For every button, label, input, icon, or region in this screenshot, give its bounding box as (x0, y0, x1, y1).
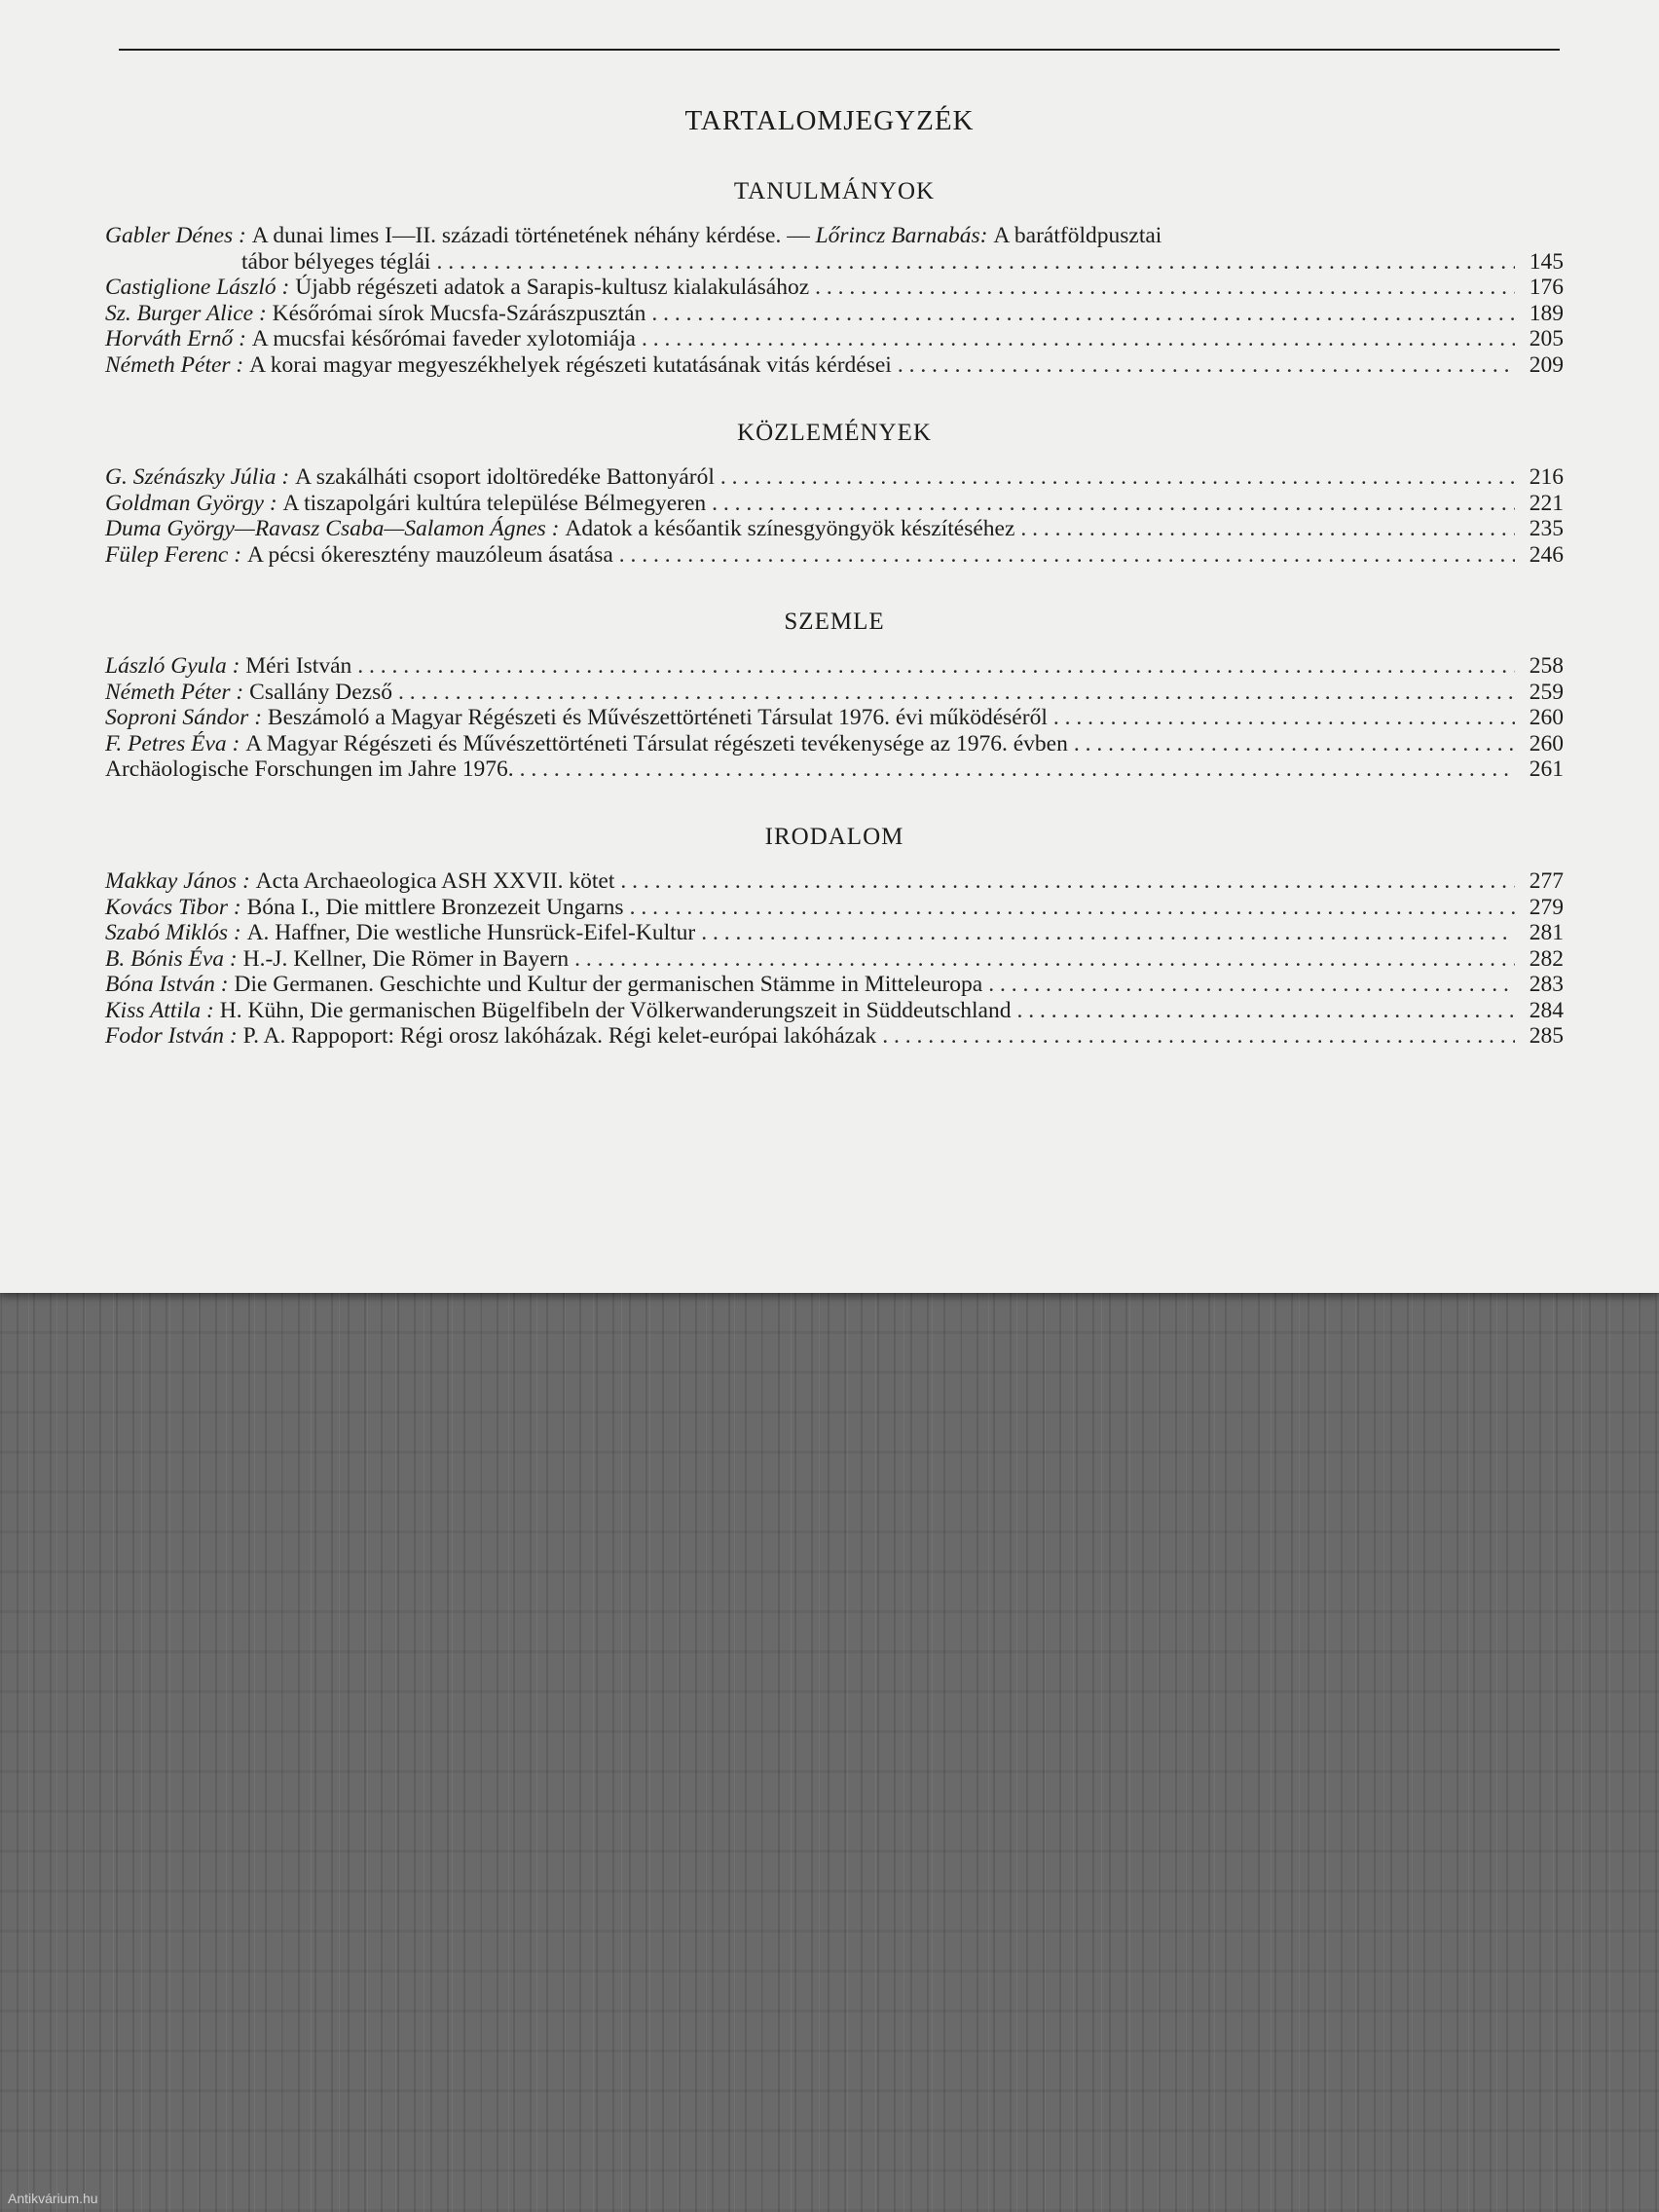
entry-page: 209 (1529, 351, 1564, 378)
entry-author: B. Bónis Éva : (105, 945, 238, 972)
leader-dots (1053, 705, 1515, 731)
leader-dots (619, 542, 1515, 569)
toc-entry (105, 1023, 1564, 1050)
toc-entry (105, 464, 1564, 491)
entry-title: A Magyar Régészeti és Művészettörténeti Társulat régészeti tevékenysége az 1976. évben (245, 730, 1068, 756)
toc-entry (105, 705, 1564, 731)
entry-title: Bóna I., Die mittlere Bronzezeit Ungarns (246, 894, 624, 920)
toc-entry (105, 653, 1564, 680)
entry-title: A mucsfai későrómai faveder xylotomiája (251, 326, 636, 351)
entry-page: 189 (1529, 300, 1564, 326)
leader-dots (1074, 731, 1515, 757)
entry-author: Németh Péter : (105, 679, 244, 705)
toc-entry (105, 680, 1564, 706)
entry-page: 216 (1529, 464, 1564, 490)
leader-dots (882, 1023, 1515, 1050)
entry-title: A. Haffner, Die westliche Hunsrück-Eifel-Kultur (246, 920, 696, 945)
entry-author: Soproni Sándor : (105, 705, 263, 730)
entry-author: Horváth Ernő : (105, 326, 246, 351)
entry-page: 221 (1529, 490, 1564, 516)
entry-author: Sz. Burger Alice : (105, 300, 267, 326)
entry-title: Die Germanen. Geschichte und Kultur der germanischen Stämme in Mitteleuropa (234, 972, 983, 997)
entry-page: 261 (1529, 756, 1564, 782)
leader-dots (398, 680, 1515, 706)
entry-page: 176 (1529, 275, 1564, 300)
entry-title: A szakálháti csoport idoltöredéke Battonyáról (295, 464, 715, 490)
table-surface (0, 1290, 1659, 2212)
leader-dots (712, 491, 1515, 517)
toc-entry (105, 731, 1564, 757)
entry-page: 279 (1529, 894, 1564, 920)
section-tanulmanyok (105, 172, 1564, 378)
entry-title: Adatok a későantik színesgyöngyök készítéséhez (565, 516, 1015, 541)
leader-dots (620, 868, 1515, 895)
leader-dots (574, 946, 1515, 973)
entry-page: 260 (1529, 705, 1564, 730)
entry-page: 277 (1529, 868, 1564, 894)
entry-page: 281 (1529, 920, 1564, 945)
entry-title: H.-J. Kellner, Die Römer in Bayern (242, 945, 570, 972)
toc-entry (105, 920, 1564, 946)
entry-page: 235 (1529, 516, 1564, 541)
entry-author: Bóna István : (105, 972, 229, 997)
entry-author: G. Szénászky Júlia : (105, 464, 290, 490)
entry-title: Későrómai sírok Mucsfa-Szárászpusztán (272, 300, 646, 326)
section-heading: SZEMLE (784, 608, 885, 635)
entry-page: 283 (1529, 972, 1564, 997)
leader-dots (436, 249, 1515, 276)
entry-author: Fülep Ferenc : (105, 541, 242, 568)
entry-page: 145 (1529, 248, 1564, 275)
entry-author: Kiss Attila : (105, 997, 214, 1023)
toc-entry (105, 301, 1564, 327)
entry-author: Lőrincz Barnabás: (815, 223, 988, 248)
leader-dots (520, 756, 1515, 783)
entry-title-continuation: tábor bélyeges téglái (241, 248, 431, 275)
watermark: Antikvárium.hu (8, 2191, 98, 2206)
entry-page: 205 (1529, 326, 1564, 351)
entry-title: Méri István (245, 653, 352, 679)
entry-title: Újabb régészeti adatok a Sarapis-kultusz kialakulásához (295, 275, 810, 300)
leader-dots (898, 352, 1515, 379)
leader-dots (815, 275, 1515, 301)
entry-title: H. Kühn, Die germanischen Bügelfibeln der Völkerwanderungszeit in Süddeutschland (219, 997, 1012, 1023)
top-rule (119, 49, 1560, 51)
entry-title: Archäologische Forschungen im Jahre 1976. (105, 756, 514, 782)
entry-author: Goldman György : (105, 490, 277, 516)
page-title: TARTALOMJEGYZÉK (684, 105, 975, 136)
entry-author: Szabó Miklós : (105, 920, 241, 945)
leader-dots (701, 920, 1515, 946)
entry-page: 259 (1529, 679, 1564, 705)
toc-entry (105, 352, 1564, 379)
toc-entry (105, 756, 1564, 783)
leader-dots (642, 326, 1515, 352)
entry-page: 284 (1529, 997, 1564, 1023)
section-heading: KÖZLEMÉNYEK (737, 420, 932, 446)
entry-title: P. A. Rappoport: Régi orosz lakóházak. Régi kelet-európai lakóházak (242, 1023, 877, 1049)
entry-author: Kovács Tibor : (105, 894, 241, 920)
leader-dots (988, 972, 1515, 998)
toc-entry (105, 998, 1564, 1024)
toc-entry (105, 972, 1564, 998)
leader-dots (357, 653, 1515, 680)
entry-page: 258 (1529, 653, 1564, 679)
entry-page: 285 (1529, 1023, 1564, 1049)
entry-author: Németh Péter : (105, 351, 244, 378)
entry-author: Fodor István : (105, 1023, 238, 1049)
toc-entry (105, 542, 1564, 569)
entry-author: Duma György—Ravasz Csaba—Salamon Ágnes : (105, 516, 560, 541)
section-heading: IRODALOM (764, 824, 904, 850)
entry-title: A dunai limes I—II. századi történetének néhány kérdése. — (251, 223, 810, 248)
toc-entry (105, 895, 1564, 921)
entry-author: Castiglione László : (105, 275, 290, 300)
entry-title: A tiszapolgári kultúra települése Bélmegyeren (282, 490, 707, 516)
entry-author: Makkay János : (105, 868, 250, 894)
entry-author: F. Petres Éva : (105, 730, 240, 756)
leader-dots (651, 301, 1515, 327)
section-kozlemenyek (105, 414, 1564, 568)
entry-author: Gabler Dénes : (105, 223, 246, 248)
entry-title: A pécsi ókeresztény mauzóleum ásatása (246, 541, 613, 568)
section-szemle (105, 603, 1564, 783)
section-irodalom (105, 818, 1564, 1050)
entry-title: Csallány Dezső (249, 679, 392, 705)
toc-entry (105, 868, 1564, 895)
entry-author: László Gyula : (105, 653, 240, 679)
leader-dots (720, 464, 1515, 491)
toc-entry (105, 491, 1564, 517)
toc-entry (105, 223, 1564, 275)
toc-entry (105, 326, 1564, 352)
entry-page: 260 (1529, 730, 1564, 756)
entry-page: 246 (1529, 541, 1564, 568)
entry-title: Beszámoló a Magyar Régészeti és Művészettörténeti Társulat 1976. évi működéséről (267, 705, 1048, 730)
leader-dots (630, 895, 1515, 921)
toc-entry (105, 275, 1564, 301)
toc-entry (105, 516, 1564, 542)
entry-title: A barátföldpusztai (993, 223, 1162, 248)
toc-entry (105, 946, 1564, 973)
section-heading: TANULMÁNYOK (733, 178, 936, 204)
leader-dots (1020, 516, 1515, 542)
leader-dots (1016, 998, 1515, 1024)
entry-title: A korai magyar megyeszékhelyek régészeti kutatásának vitás kérdései (249, 351, 892, 378)
entry-title: Acta Archaeologica ASH XXVII. kötet (255, 868, 615, 894)
entry-page: 282 (1529, 945, 1564, 972)
